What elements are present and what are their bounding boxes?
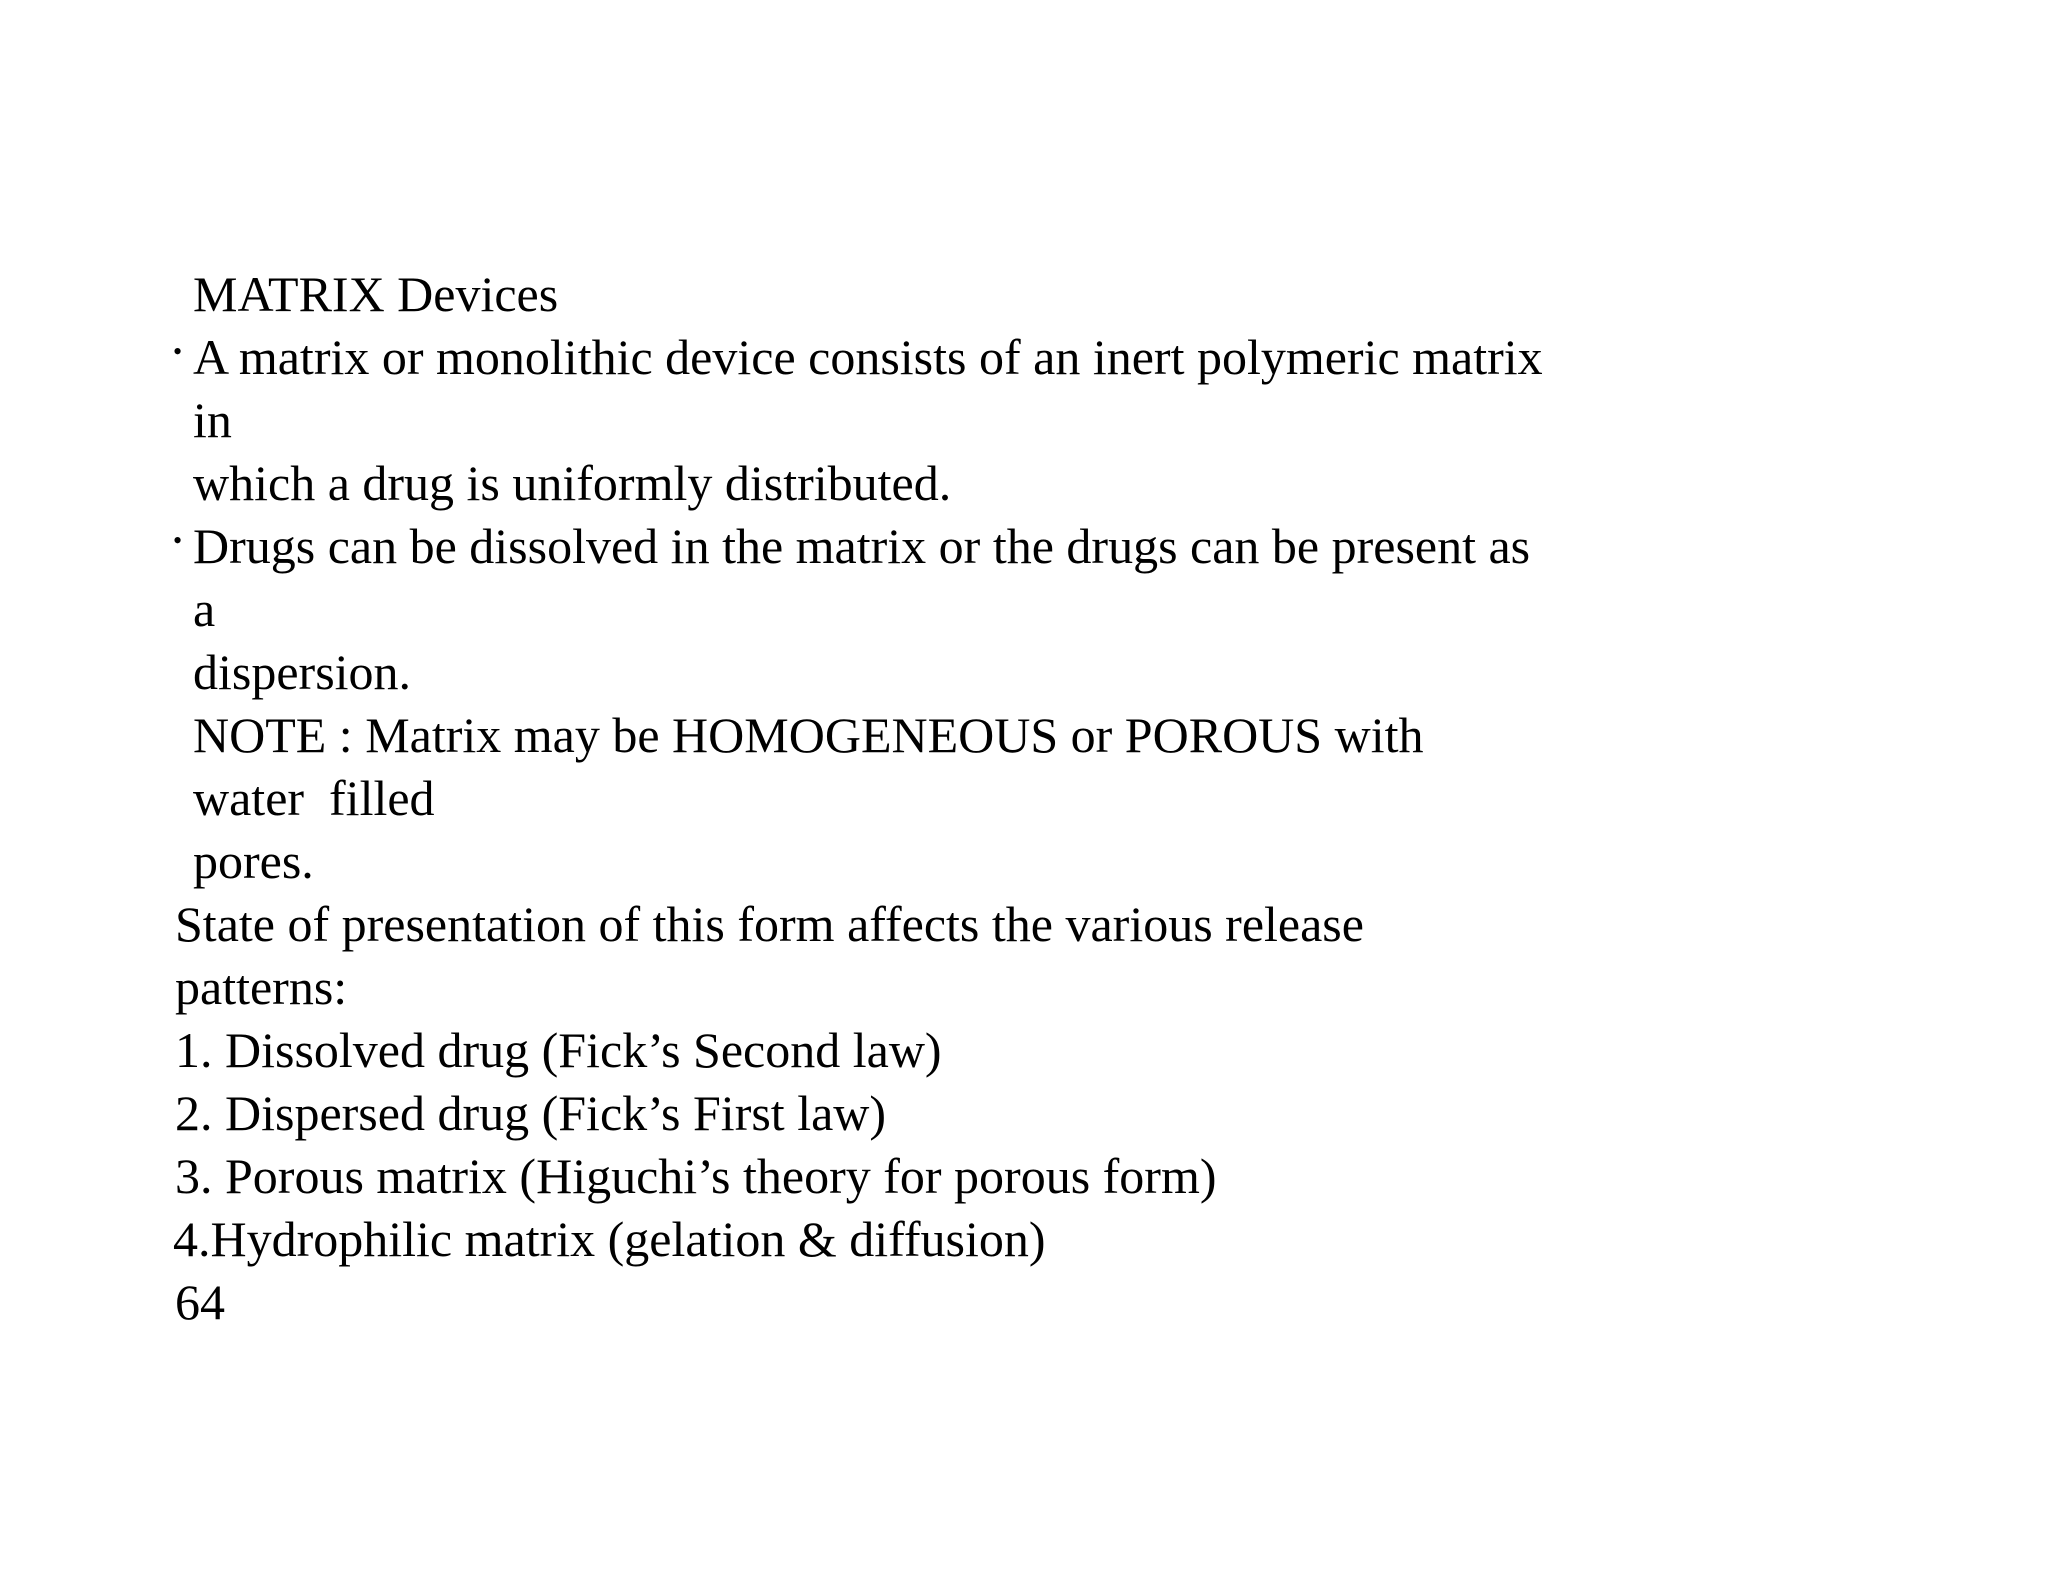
page-number: 64 — [175, 1274, 225, 1330]
state-line-1: State of presentation of this form affects the various release — [175, 896, 1364, 952]
bullet-2-line-2: a — [193, 581, 216, 637]
note-line-1: NOTE : Matrix may be HOMOGENEOUS or POROUS with — [193, 707, 1424, 763]
note-line-3: pores. — [193, 833, 314, 889]
bullet-1-line-1: A matrix or monolithic device consists of an inert polymeric matrix — [193, 329, 1543, 385]
pattern-item-4: 4.Hydrophilic matrix (gelation & diffusion) — [173, 1211, 1046, 1267]
note-line-2: water filled — [193, 770, 435, 826]
bullet-2-line-1: Drugs can be dissolved in the matrix or the drugs can be present as — [193, 518, 1531, 574]
bullet-marker-2: • — [173, 526, 183, 555]
slide-title: MATRIX Devices — [193, 266, 559, 322]
pattern-item-2: 2. Dispersed drug (Fick’s First law) — [175, 1085, 887, 1141]
bullet-2-line-3: dispersion. — [193, 644, 412, 700]
pattern-item-1: 1. Dissolved drug (Fick’s Second law) — [175, 1022, 942, 1078]
bullet-marker-1: • — [173, 337, 183, 366]
bullet-1-line-2: in — [193, 392, 232, 448]
bullet-1-line-3: which a drug is uniformly distributed. — [193, 455, 952, 511]
state-line-2: patterns: — [175, 959, 348, 1015]
pattern-item-3: 3. Porous matrix (Higuchi’s theory for porous form) — [175, 1148, 1217, 1204]
